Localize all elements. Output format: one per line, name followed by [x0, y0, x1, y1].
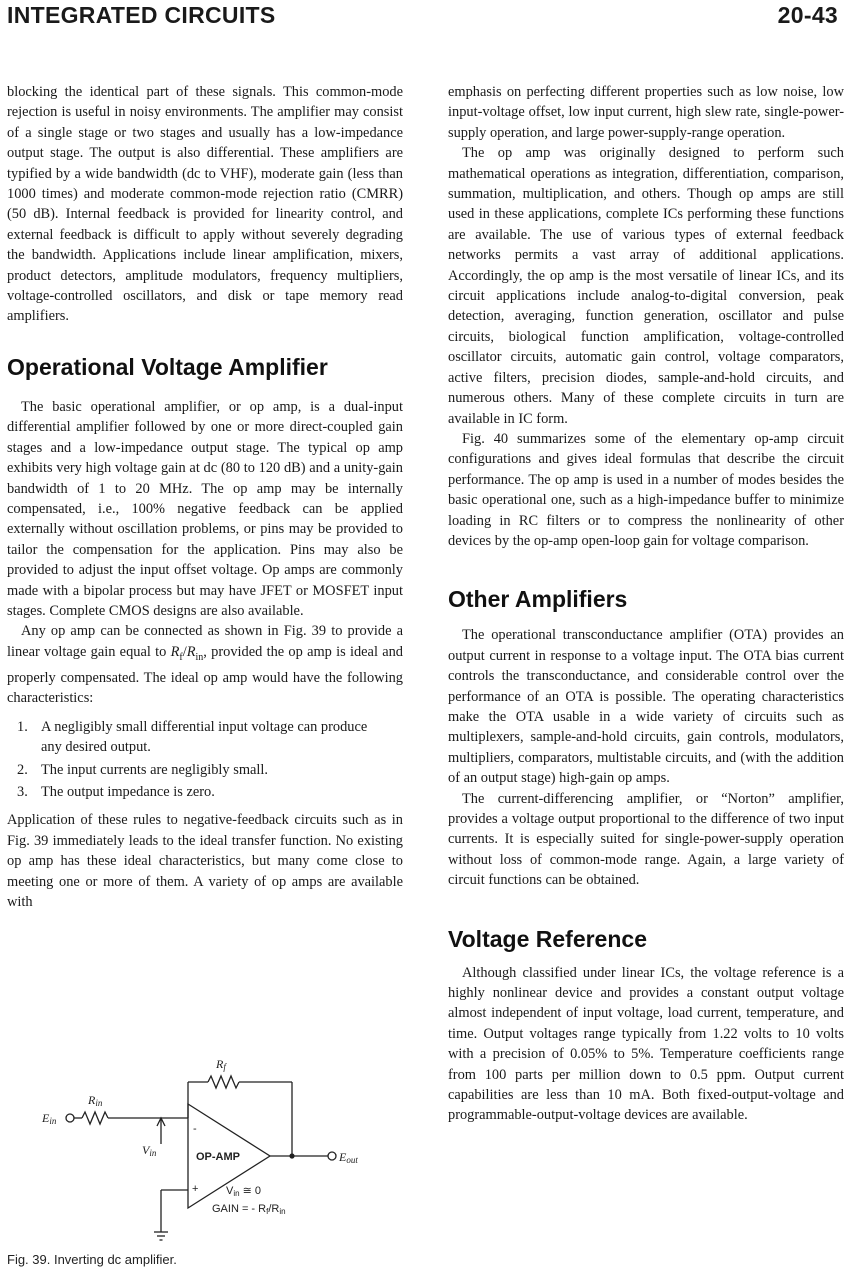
gain-rin-sub: in: [195, 651, 204, 663]
plus-input-label: +: [192, 1183, 199, 1195]
ein-label: Ein: [42, 1111, 57, 1126]
circuit-diagram: [42, 1052, 360, 1242]
vin-label: Vin: [142, 1143, 157, 1158]
list-item: 3. The output impedance is zero.: [17, 784, 215, 801]
opamp-label: OP-AMP: [196, 1151, 240, 1163]
minus-input-label: -: [193, 1123, 197, 1135]
figure-caption: Fig. 39. Inverting dc amplifier.: [7, 1252, 177, 1267]
opamp-paragraph-2-after: , provided the op amp is ideal and properly compensated. The ideal op amp would have the following characteristics:: [7, 643, 403, 707]
opamp-paragraph-1: The basic operational amplifier, or op amp, is a dual-input differential amplifier followed by one or more direct-coupled gain stages and a low-impedance output stage. The typical op amp exhibits very high voltage gain at dc (80 to 120 dB) and a unity-gain bandwidth of 1 to 20 MHz. The op amp may be internally compensated, i.e., 100% negative feedback can be applied externally without oscillation problems, or pins may be provided to tailor the compensation for the application. Pins may also be provided to adjust the input offset voltage. Op amps are commonly made with a bipolar process but may have JFET or MOSFET input stages. Complete CMOS designs are also available.: [7, 398, 403, 619]
output-junction-dot: [289, 1153, 294, 1158]
gain-slash: /: [182, 643, 187, 660]
opamp-paragraph-5: Fig. 40 summarizes some of the elementary op-amp circuit configurations and gives ideal formulas that describe the circuit performance. The op amp is used in a number of modes besides the basic operational one, such as a high-impedance buffer to minimize loading in RC filters or to compress the nonlinearity of other devices by the op-amp open-loop gain for voltage comparison.: [448, 430, 844, 549]
gain-rin: R: [186, 643, 196, 660]
section-heading-operational-voltage-amplifier: Operational Voltage Amplifier: [7, 353, 328, 380]
gain-formula-label: GAIN = - Rf/Rin: [212, 1203, 286, 1216]
continuation-paragraph: emphasis on perfecting different properties such as low noise, low input-voltage offset, low input current, high slew rate, single-power-supply operation, and large power-supply-range operation.: [448, 84, 844, 141]
list-item: 1. A negligibly small differential input voltage can produce any desired output.: [17, 718, 368, 756]
gain-rf-sub: f: [179, 651, 183, 663]
rf-label: Rf: [216, 1057, 226, 1072]
running-header-title: INTEGRATED CIRCUITS: [7, 2, 276, 28]
section-heading-voltage-reference: Voltage Reference: [448, 925, 647, 952]
vin-approx-label: Vin ≅ 0: [226, 1185, 262, 1198]
rin-label: Rin: [88, 1093, 103, 1108]
output-terminal-icon: [328, 1152, 336, 1160]
input-terminal-icon: [66, 1114, 74, 1122]
other-paragraph-2: The current-differencing amplifier, or “Norton” amplifier, provides a voltage output proportional to the difference of two input currents. It is especially suited for single-power-supply operation without loss of common-mode range. Again, a large variety of circuit functions can be obtained.: [448, 790, 844, 889]
page-number: 20-43: [777, 2, 838, 28]
gain-rf: R: [170, 643, 180, 660]
opamp-paragraph-4: The op amp was originally designed to perform such mathematical operations as integration, differentiation, comparison, summation, multiplication, and others. Though op amps are still used in these applications, complete ICs performing these functions are available. The use of various types of external feedback networks permits a vast array of additional applications. Accordingly, the op amp is the most versatile of linear ICs, and its circuit applications include analog-to-digital conversion, peak detection, averaging, function generation, oscillator and pulse circuits, biological function amplification, voltage-controlled oscillator circuits, automatic gain control, voltage comparators, active filters, precision diodes, sample-and-hold circuits, and numerous others. Many of these complete circuits in turn are available in IC form.: [448, 145, 844, 427]
opamp-paragraph-3: Application of these rules to negative-feedback circuits such as in Fig. 39 immediately leads to the ideal transfer function. No existing op amp has these ideal characteristics, but many come close to meeting one or more of them. A variety of op amps are available with: [7, 812, 403, 911]
opamp-paragraph-2: [7, 621, 403, 709]
section-heading-other-amplifiers: Other Amplifiers: [448, 586, 628, 613]
rf-resistor-icon: [208, 1076, 239, 1088]
eout-label: Eout: [339, 1150, 358, 1165]
left-column: [7, 82, 403, 913]
ideal-characteristics-list: [7, 717, 403, 803]
list-item: 2. The input currents are negligibly small.: [17, 761, 268, 778]
right-column: [448, 82, 844, 1126]
opamp-paragraph-2-before: Any op amp can be connected as shown in Fig. 39 to provide a linear voltage gain equal to: [7, 623, 403, 660]
figure-39-inverting-dc-amplifier: [42, 1052, 360, 1242]
rin-resistor-icon: [82, 1112, 108, 1124]
intro-paragraph: blocking the identical part of these signals. This common-mode rejection is useful in noisy environments. The amplifier may consist of a single stage or two stages and usually has a low-impedance output stage. The output is also differential. These amplifiers are typified by a wide bandwidth (dc to VHF), moderate gain (less than 1000 times) and moderate common-mode rejection ratio (CMRR) (50 dB). Internal feedback is provided for linearity control, and external feedback is difficult to apply without severely degrading the bandwidth. Applications include linear amplification, mixers, product detectors, amplitude modulators, frequency multipliers, voltage-controlled oscillators, and disk or tape memory read amplifiers.: [7, 84, 403, 325]
other-paragraph-1: The operational transconductance amplifier (OTA) provides an output current in response to a voltage input. The OTA bias current controls the transconductance, and considerable control over the performance of an OTA is possible. The operating characteristics make the OTA usable in a wide variety of circuits such as multiplexers, sample-and-hold circuits, gain controls, modulators, multipliers, comparators, multistable circuits, and (with the addition of an output stage) high-gain op amps.: [448, 627, 844, 787]
vref-paragraph: Although classified under linear ICs, the voltage reference is a highly nonlinear device and provides a constant output voltage almost independent of input voltage, load current, temperature, and time. Output voltages range typically from 1.22 volts to 10 volts with a precision of 0.05% to 5%. Temperature coefficients range from 100 parts per million down to 0.5 ppm. Output current capabilities are less than 10 mA. Both fixed-output-voltage and programmable-output-voltage devices are available.: [448, 964, 844, 1124]
